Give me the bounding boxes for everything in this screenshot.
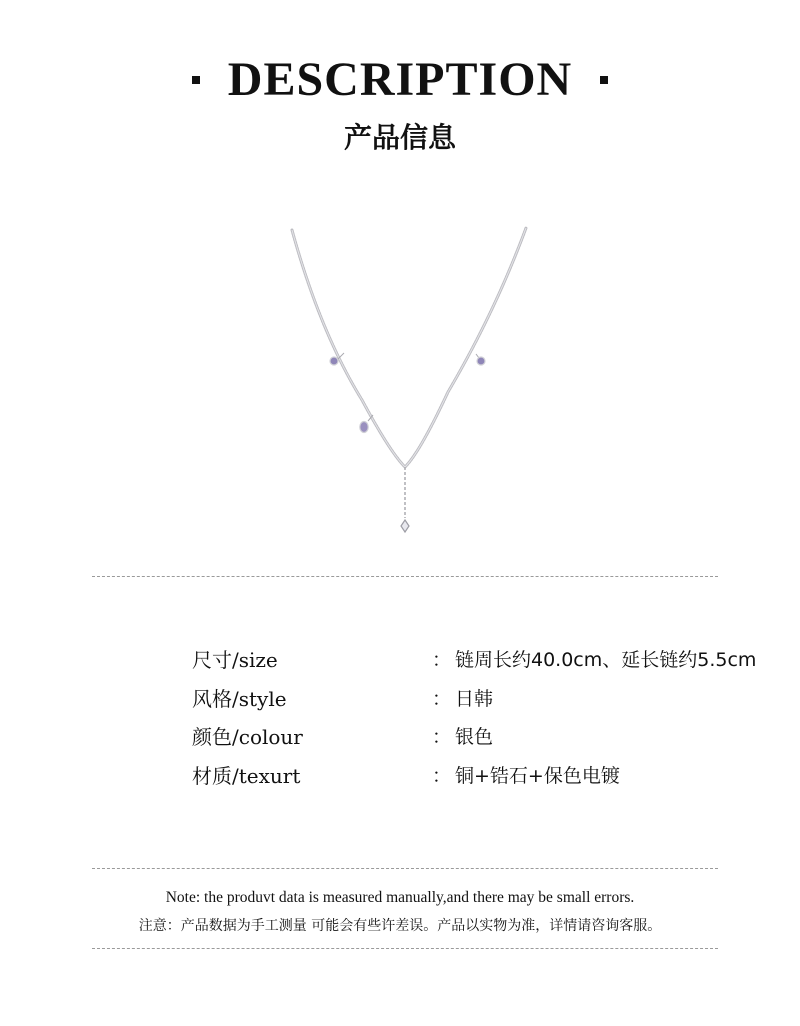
spec-colon: ： xyxy=(432,649,452,671)
spec-row-material xyxy=(0,761,800,799)
spec-label: 颜色/colour xyxy=(192,725,303,749)
spec-value: 链周长约40.0cm、延长链约5.5cm xyxy=(455,649,757,671)
spec-value: 日韩 xyxy=(455,688,494,710)
spec-colon: ： xyxy=(432,726,452,748)
spec-value: 铜+锆石+保色电镀 xyxy=(455,765,620,787)
charm-stone-left xyxy=(330,357,338,365)
spec-row-colour xyxy=(0,722,800,760)
necklace-chain xyxy=(292,228,526,467)
note-english: Note: the produvt data is measured manually,and there may be small errors. xyxy=(165,889,635,906)
square-bullet-icon-right xyxy=(600,76,608,84)
note-chinese: 注意：产品数据为手工测量 可能会有些许差误。产品以实物为准，详情请咨询客服。 xyxy=(138,918,662,934)
divider-note-top xyxy=(92,868,718,869)
page-subtitle: 产品信息 xyxy=(343,121,456,154)
charm-drop-left xyxy=(360,422,368,433)
spec-row-style xyxy=(0,684,800,722)
spec-colon: ： xyxy=(432,688,452,710)
spec-label: 风格/style xyxy=(192,687,287,711)
pendant-stone xyxy=(401,520,409,532)
square-bullet-icon-left xyxy=(192,76,200,84)
page-title: DESCRIPTION xyxy=(227,53,573,106)
necklace-product-image xyxy=(280,222,540,542)
divider-top xyxy=(92,576,718,577)
spec-label: 尺寸/size xyxy=(192,648,278,672)
spec-label: 材质/texurt xyxy=(192,764,301,788)
charm-stone-right xyxy=(477,357,485,365)
spec-colon: ： xyxy=(432,765,452,787)
divider-note-bottom xyxy=(92,948,718,949)
spec-row-size xyxy=(0,645,800,683)
spec-value: 银色 xyxy=(455,726,494,748)
header xyxy=(0,52,800,108)
